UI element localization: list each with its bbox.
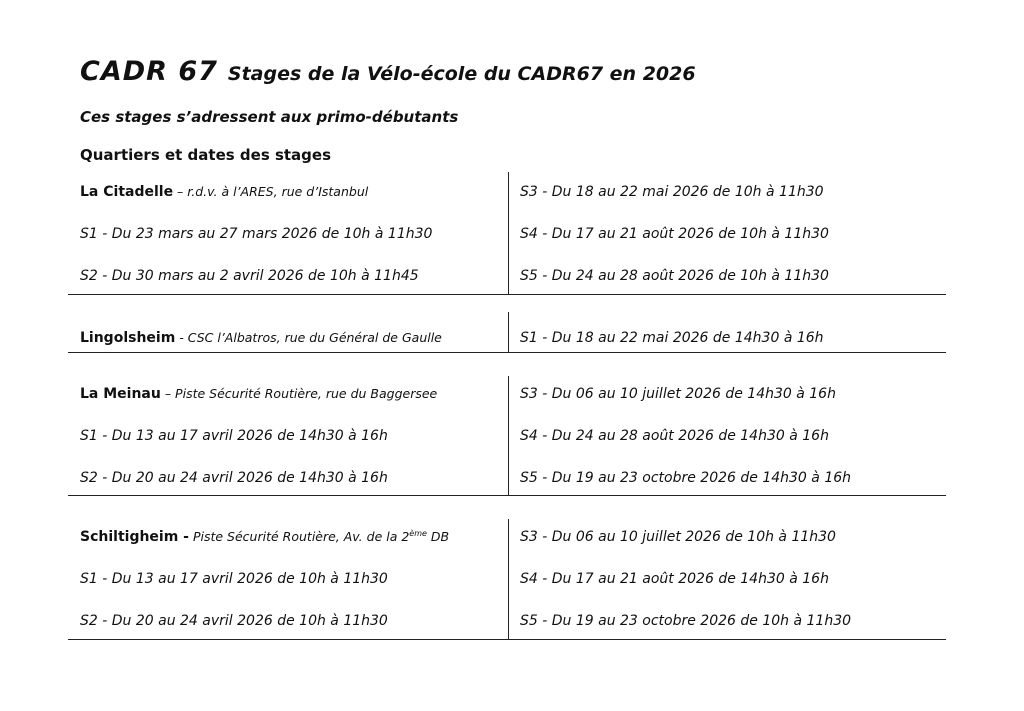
session-item: S2 - Du 30 mars au 2 avril 2026 de 10h à 11h45 [80, 268, 419, 284]
column-divider [508, 172, 509, 294]
column-divider [508, 519, 509, 639]
column-divider [508, 376, 509, 495]
logo: CADR 67 [80, 56, 218, 87]
place-name: Lingolsheim [80, 330, 176, 346]
session-item: S3 - Du 06 au 10 juillet 2026 de 10h à 11h30 [520, 529, 836, 545]
title-row [80, 56, 696, 87]
session-item: S3 - Du 18 au 22 mai 2026 de 10h à 11h30 [520, 184, 824, 200]
place-name: La Meinau [80, 386, 161, 402]
session-item: S4 - Du 24 au 28 août 2026 de 14h30 à 16h [520, 428, 829, 444]
document-title: Stages de la Vélo-école du CADR67 en 2026 [227, 63, 696, 85]
place-detail-text: Piste Sécurité Routière, Av. de la 2 [189, 529, 410, 545]
place-name: Schiltigheim - [80, 529, 189, 546]
ordinal-suffix: ème [409, 529, 427, 538]
session-item: S1 - Du 13 au 17 avril 2026 de 14h30 à 16h [80, 428, 388, 444]
place-detail: – r.d.v. à l’ARES, rue d’Istanbul [173, 184, 369, 199]
session-item: S5 - Du 19 au 23 octobre 2026 de 14h30 à 16h [520, 470, 852, 486]
column-divider [508, 312, 509, 352]
session-item: S1 - Du 18 au 22 mai 2026 de 14h30 à 16h [520, 330, 824, 346]
session-item: S2 - Du 20 au 24 avril 2026 de 14h30 à 16h [80, 470, 388, 486]
session-item: S5 - Du 24 au 28 août 2026 de 10h à 11h30 [520, 268, 829, 284]
schedule-block-meinau [68, 376, 946, 496]
place-heading [80, 184, 368, 200]
session-item: S1 - Du 13 au 17 avril 2026 de 10h à 11h30 [80, 571, 388, 587]
place-detail-end: DB [426, 529, 450, 545]
place-heading [80, 330, 442, 346]
schedule-block-lingolsheim [68, 312, 946, 353]
session-item: S3 - Du 06 au 10 juillet 2026 de 14h30 à 16h [520, 386, 836, 402]
schedule-block-citadelle [68, 172, 946, 295]
place-heading [80, 386, 437, 402]
section-title: Quartiers et dates des stages [80, 146, 332, 164]
place-detail: - CSC l’Albatros, rue du Général de Gaulle [175, 330, 442, 345]
session-item: S4 - Du 17 au 21 août 2026 de 14h30 à 16h [520, 571, 829, 587]
session-item: S4 - Du 17 au 21 août 2026 de 10h à 11h30 [520, 226, 829, 242]
session-item: S5 - Du 19 au 23 octobre 2026 de 10h à 11h30 [520, 613, 852, 629]
place-detail: – Piste Sécurité Routière, rue du Baggersee [160, 386, 438, 401]
session-item: S2 - Du 20 au 24 avril 2026 de 10h à 11h30 [80, 613, 388, 629]
schedule-block-schiltigheim [68, 519, 946, 640]
place-detail [189, 529, 449, 544]
session-item: S1 - Du 23 mars au 27 mars 2026 de 10h à 11h30 [80, 226, 433, 242]
place-name: La Citadelle [80, 184, 174, 200]
audience-note: Ces stages s’adressent aux primo-débutants [80, 108, 459, 126]
place-heading [80, 529, 449, 545]
